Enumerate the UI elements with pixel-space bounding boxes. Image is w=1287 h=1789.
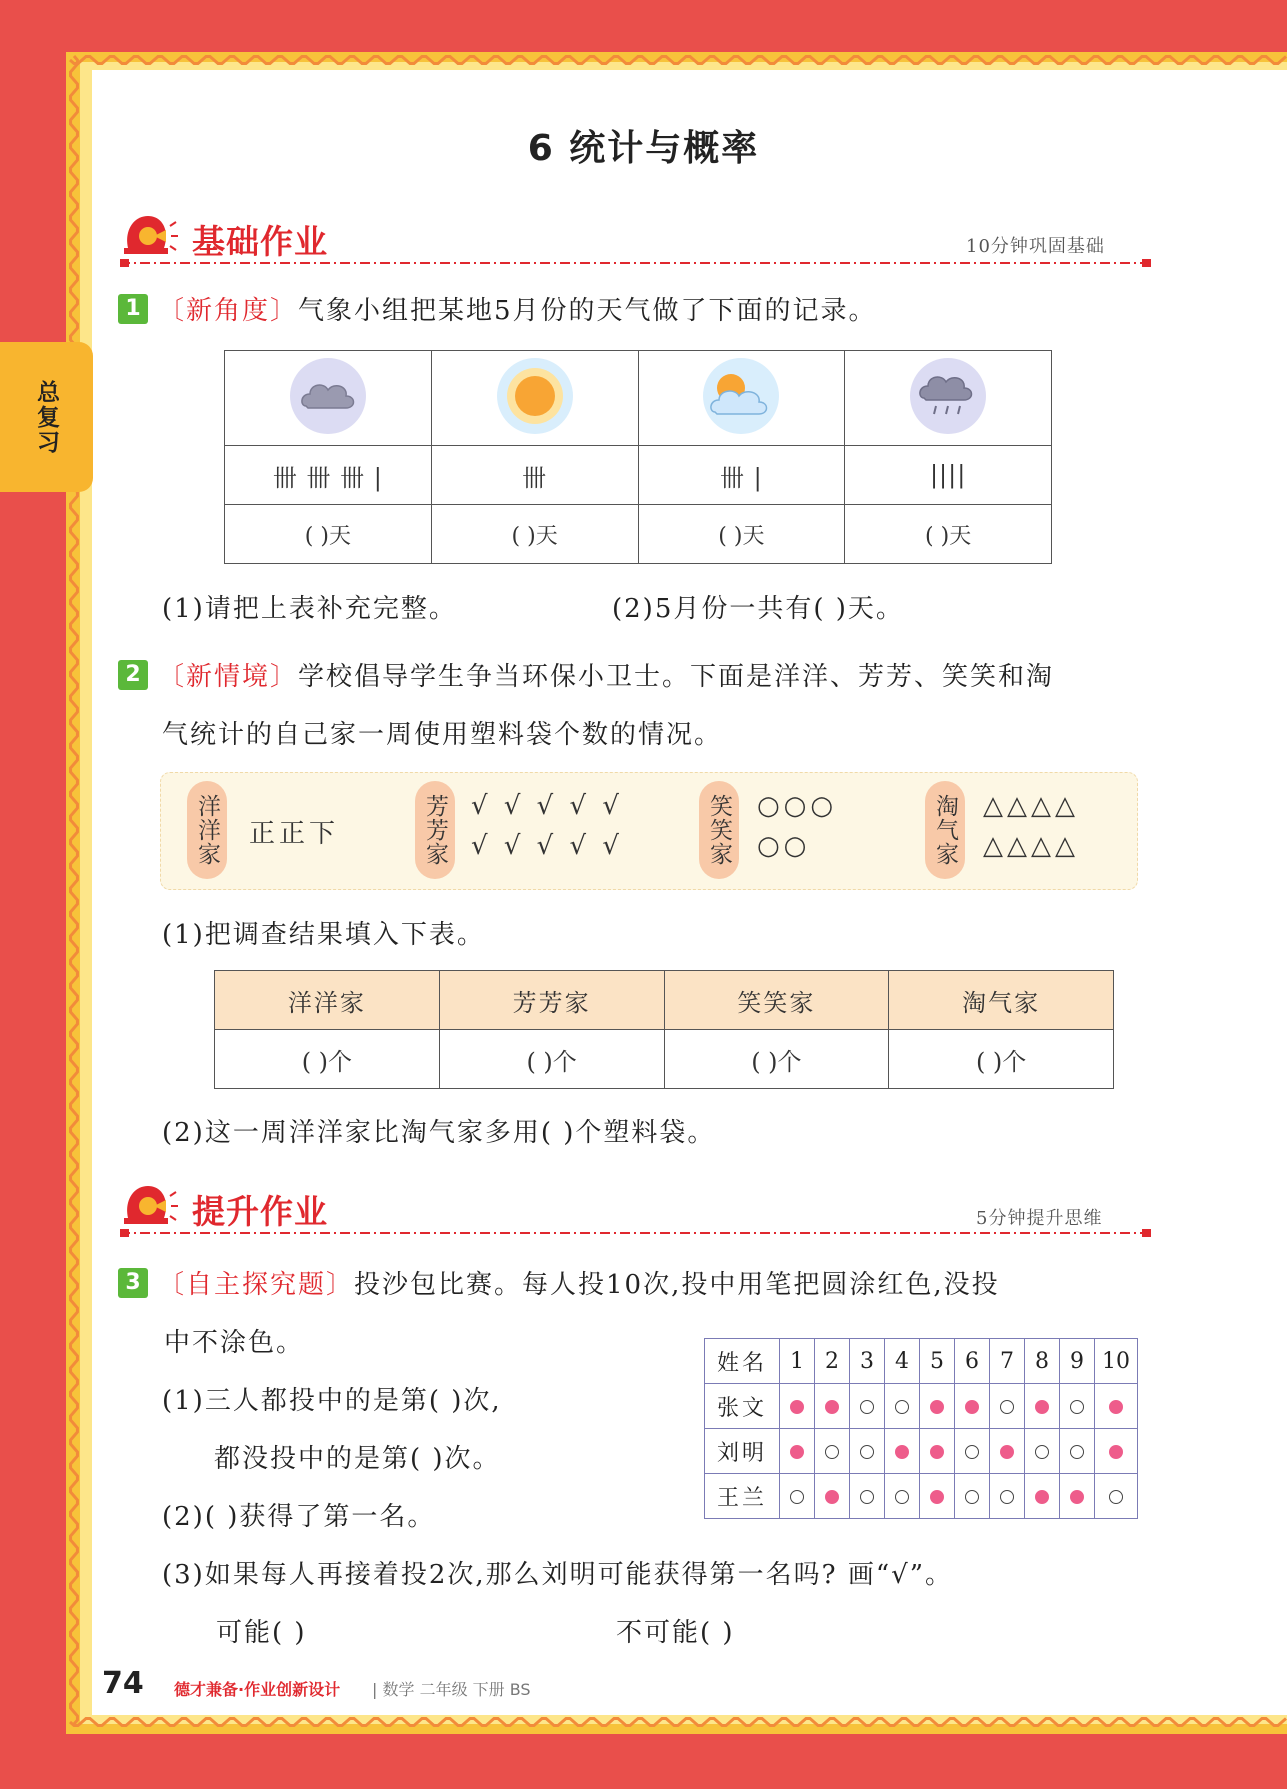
answer-blank[interactable]: ( )个 — [664, 1030, 889, 1089]
throw-cell[interactable] — [955, 1384, 990, 1429]
q2-sub2[interactable]: (2)这一周洋洋家比淘气家多用( )个塑料袋。 — [162, 1118, 716, 1148]
page-number: 74 — [102, 1666, 144, 1701]
answer-blank[interactable]: ( )个 — [215, 1030, 440, 1089]
survey-result-table — [214, 970, 1114, 1089]
tally-cell: 卌 — [431, 446, 638, 505]
q3-stem-line1: 投沙包比赛。每人投10次,投中用笔把圆涂红色,没投 — [354, 1270, 1000, 1300]
throw-cell[interactable] — [815, 1384, 850, 1429]
miss-circle — [825, 1445, 839, 1459]
q1-stem: 气象小组把某地5月份的天气做了下面的记录。 — [298, 296, 877, 326]
q3-sub2[interactable]: (2)( )获得了第一名。 — [162, 1502, 436, 1532]
q2-tag: 〔新情境〕 — [158, 662, 299, 692]
player-name: 刘明 — [705, 1429, 780, 1474]
throw-cell[interactable] — [1025, 1474, 1060, 1519]
hit-circle — [1000, 1445, 1014, 1459]
throw-cell[interactable] — [1025, 1429, 1060, 1474]
option-no[interactable]: 不可能( ) — [616, 1618, 735, 1648]
circle-marks: ○○○ — [757, 791, 838, 821]
hit-circle — [895, 1445, 909, 1459]
weather-cell — [845, 351, 1052, 446]
footer-brand: 德才兼备·作业创新设计 — [174, 1680, 341, 1699]
throw-cell[interactable] — [815, 1429, 850, 1474]
q3-sub1-line2[interactable]: 都没投中的是第( )次。 — [214, 1444, 501, 1474]
column-header: 姓名 — [705, 1339, 780, 1384]
triangle-marks: △△△△ — [983, 831, 1079, 861]
throw-cell[interactable] — [850, 1384, 885, 1429]
throw-cell[interactable] — [955, 1429, 990, 1474]
weather-cell — [225, 351, 432, 446]
q3-tag: 〔自主探究题〕 — [158, 1270, 355, 1300]
throw-cell[interactable] — [990, 1384, 1025, 1429]
throw-cell[interactable] — [920, 1474, 955, 1519]
column-header: 洋洋家 — [215, 971, 440, 1030]
miss-circle — [860, 1400, 874, 1414]
survey-panel — [160, 772, 1138, 890]
player-name: 王兰 — [705, 1474, 780, 1519]
miss-circle — [860, 1490, 874, 1504]
throw-cell[interactable] — [780, 1384, 815, 1429]
q1-text — [158, 290, 877, 327]
q2-stem-line1: 学校倡导学生争当环保小卫士。下面是洋洋、芳芳、笑笑和淘 — [298, 662, 1055, 692]
miss-circle — [965, 1490, 979, 1504]
throw-cell[interactable] — [1095, 1384, 1138, 1429]
hit-circle — [965, 1400, 979, 1414]
answer-blank[interactable]: ( )天 — [638, 505, 845, 564]
column-header: 淘气家 — [889, 971, 1114, 1030]
page-title: 6 统计与概率 — [527, 128, 760, 169]
tally-cell: |||| — [845, 446, 1052, 505]
throw-cell[interactable] — [1060, 1474, 1095, 1519]
hit-circle — [825, 1400, 839, 1414]
throw-cell[interactable] — [920, 1384, 955, 1429]
hit-circle — [825, 1490, 839, 1504]
tally-marks: 正正下 — [249, 819, 340, 849]
hit-circle — [790, 1445, 804, 1459]
q3-sub3: (3)如果每人再接着投2次,那么刘明可能获得第一名吗? 画“√”。 — [162, 1560, 953, 1590]
throw-cell[interactable] — [990, 1474, 1025, 1519]
cloudy-icon — [288, 356, 368, 436]
miss-circle — [1000, 1400, 1014, 1414]
miss-circle — [790, 1490, 804, 1504]
sunny-icon — [495, 356, 575, 436]
answer-blank[interactable]: ( )天 — [225, 505, 432, 564]
section-subtitle-advanced: 5分钟提升思维 — [976, 1208, 1103, 1229]
weather-cell — [638, 351, 845, 446]
throw-cell[interactable] — [1060, 1384, 1095, 1429]
column-header: 3 — [850, 1339, 885, 1384]
column-header: 1 — [780, 1339, 815, 1384]
miss-circle — [1000, 1490, 1014, 1504]
miss-circle — [1070, 1445, 1084, 1459]
weather-table — [224, 350, 1052, 564]
answer-blank[interactable]: ( )天 — [845, 505, 1052, 564]
player-name: 张文 — [705, 1384, 780, 1429]
q2-text — [158, 656, 1054, 693]
q1-sub2[interactable]: (2)5月份一共有( )天。 — [612, 594, 904, 624]
answer-blank[interactable]: ( )天 — [431, 505, 638, 564]
check-marks: √ √ √ √ √ — [471, 791, 623, 821]
answer-blank[interactable]: ( )个 — [439, 1030, 664, 1089]
tally-cell: 卌 | — [638, 446, 845, 505]
throw-cell[interactable] — [885, 1474, 920, 1519]
partly-cloudy-icon — [701, 356, 781, 436]
side-tab-label: 总复习 — [33, 379, 59, 455]
throw-cell[interactable] — [1095, 1429, 1138, 1474]
throw-cell[interactable] — [1025, 1384, 1060, 1429]
family-label: 芳芳家 — [415, 781, 455, 879]
throw-cell[interactable] — [850, 1429, 885, 1474]
weather-cell — [431, 351, 638, 446]
q2-stem-line2: 气统计的自己家一周使用塑料袋个数的情况。 — [162, 720, 723, 750]
q3-stem-line2: 中不涂色。 — [164, 1328, 305, 1358]
family-label: 笑笑家 — [699, 781, 739, 879]
hit-circle — [1070, 1490, 1084, 1504]
answer-blank[interactable]: ( )个 — [889, 1030, 1114, 1089]
throw-cell[interactable] — [815, 1474, 850, 1519]
circle-marks: ○○ — [757, 831, 811, 861]
family-label: 洋洋家 — [187, 781, 227, 879]
q1-sub1: (1)请把上表补充完整。 — [162, 594, 457, 624]
throw-cell[interactable] — [780, 1429, 815, 1474]
hit-circle — [1109, 1400, 1123, 1414]
question-number: 1 — [118, 294, 148, 324]
section-divider — [120, 258, 1160, 268]
hit-circle — [790, 1400, 804, 1414]
question-number: 2 — [118, 660, 148, 690]
throw-cell[interactable] — [780, 1474, 815, 1519]
miss-circle — [1035, 1445, 1049, 1459]
column-header: 7 — [990, 1339, 1025, 1384]
q1-tag: 〔新角度〕 — [158, 296, 299, 326]
side-tab[interactable] — [0, 342, 93, 492]
hit-circle — [1109, 1445, 1123, 1459]
column-header: 8 — [1025, 1339, 1060, 1384]
column-header: 2 — [815, 1339, 850, 1384]
column-header: 5 — [920, 1339, 955, 1384]
hit-circle — [930, 1445, 944, 1459]
q3-sub1-line1[interactable]: (1)三人都投中的是第( )次, — [162, 1386, 502, 1416]
miss-circle — [965, 1445, 979, 1459]
q2-sub1: (1)把调查结果填入下表。 — [162, 920, 485, 950]
column-header: 笑笑家 — [664, 971, 889, 1030]
miss-circle — [860, 1445, 874, 1459]
column-header: 4 — [885, 1339, 920, 1384]
throw-cell[interactable] — [920, 1429, 955, 1474]
check-marks: √ √ √ √ √ — [471, 831, 623, 861]
column-header: 6 — [955, 1339, 990, 1384]
throw-record-table — [704, 1338, 1138, 1519]
hit-circle — [1035, 1490, 1049, 1504]
miss-circle — [1109, 1490, 1123, 1504]
miss-circle — [895, 1490, 909, 1504]
q3-text — [158, 1264, 1000, 1301]
hit-circle — [1035, 1400, 1049, 1414]
section-title-basic: 基础作业 — [192, 222, 328, 261]
tally-cell: 卌 卌 卌 | — [225, 446, 432, 505]
section-subtitle-basic: 10分钟巩固基础 — [966, 236, 1105, 257]
hit-circle — [930, 1400, 944, 1414]
footer-info: | 数学 二年级 下册 BS — [372, 1680, 531, 1699]
column-header: 芳芳家 — [439, 971, 664, 1030]
rain-icon — [908, 356, 988, 436]
throw-cell[interactable] — [990, 1429, 1025, 1474]
throw-cell[interactable] — [955, 1474, 990, 1519]
column-header: 9 — [1060, 1339, 1095, 1384]
triangle-marks: △△△△ — [983, 791, 1079, 821]
family-label: 淘气家 — [925, 781, 965, 879]
miss-circle — [1070, 1400, 1084, 1414]
question-number: 3 — [118, 1268, 148, 1298]
hit-circle — [930, 1490, 944, 1504]
throw-cell[interactable] — [850, 1474, 885, 1519]
throw-cell[interactable] — [1095, 1474, 1138, 1519]
section-title-advanced: 提升作业 — [192, 1192, 328, 1231]
option-yes[interactable]: 可能( ) — [216, 1618, 307, 1648]
miss-circle — [895, 1400, 909, 1414]
throw-cell[interactable] — [885, 1384, 920, 1429]
section-divider — [120, 1228, 1160, 1238]
throw-cell[interactable] — [1060, 1429, 1095, 1474]
column-header: 10 — [1095, 1339, 1138, 1384]
throw-cell[interactable] — [885, 1429, 920, 1474]
